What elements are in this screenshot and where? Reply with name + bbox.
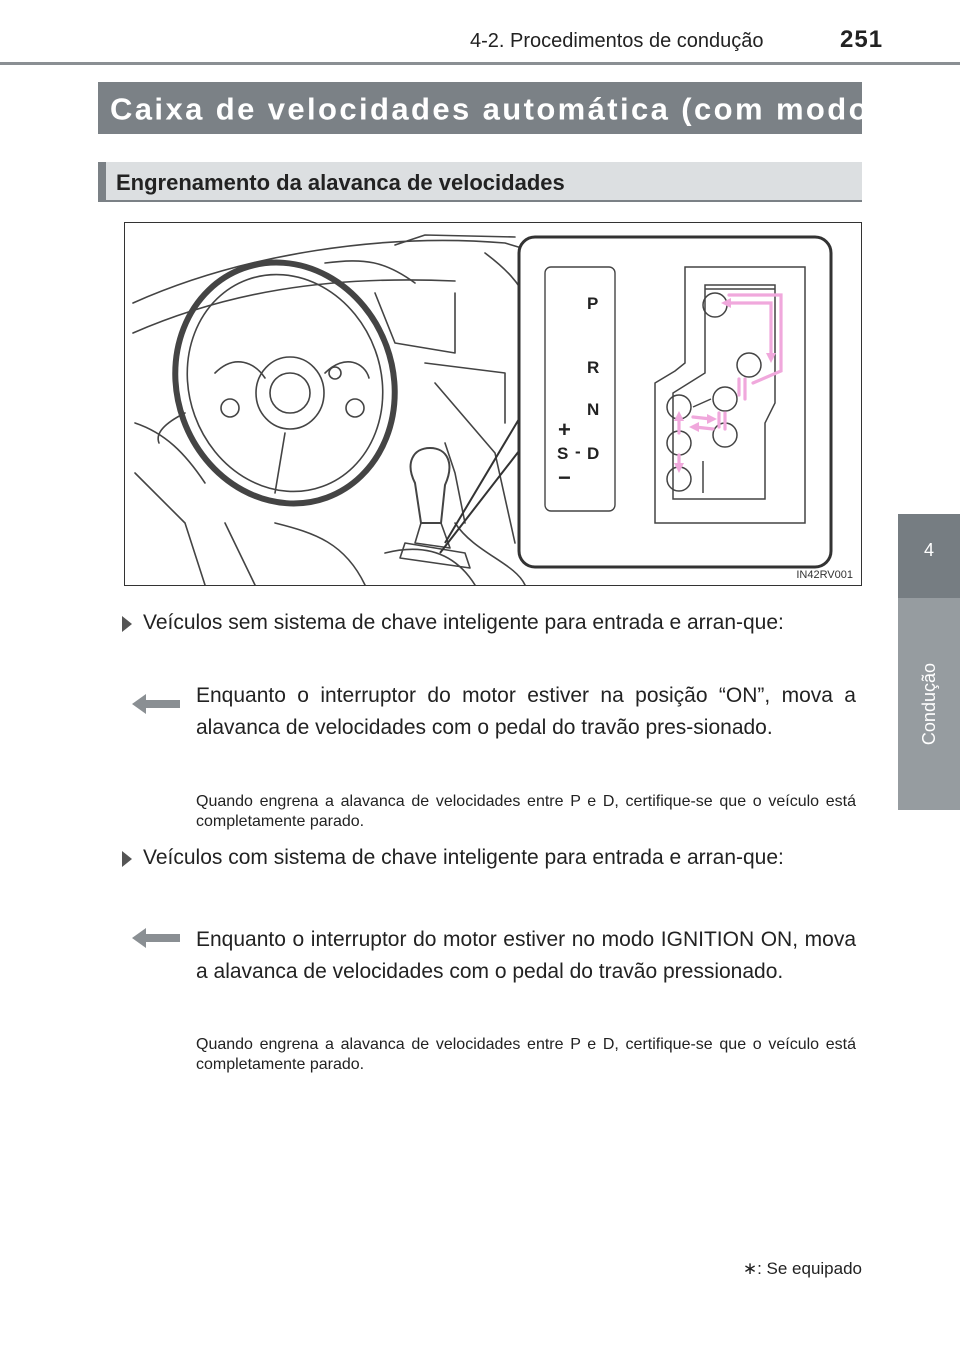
bullet-triangle-icon (122, 851, 132, 867)
chapter-label: Condução (918, 662, 939, 746)
note-text-1: Quando engrena a alavanca de velocidades entre P e D, certifique-se que o veículo está completamente parado. (196, 793, 856, 830)
gate-label-plus: + (558, 417, 571, 442)
shift-lever-illustration (124, 222, 862, 586)
chapter-label-wrap (898, 598, 960, 810)
figure-code: IN42RV001 (796, 569, 853, 581)
footnote (743, 1259, 862, 1279)
step-text-1: Enquanto o interruptor do motor estiver na posição “ON”, mova a alavanca de velocidades com o pedal do travão pres-sionado. (196, 684, 856, 739)
step-text-2: Enquanto o interruptor do motor estiver no modo IGNITION ON, mova a alavanca de velocidades com o pedal do travão pressionado. (196, 928, 856, 983)
section-title-wrap (110, 88, 938, 127)
section-title: Caixa de velocidades automática (com modo S) (110, 91, 917, 127)
gate-label-dash: - (575, 442, 581, 461)
gate-label-d: D (587, 444, 600, 463)
subsection-title: Engrenamento da alavanca de velocidades (116, 170, 565, 195)
equipped-mark: ∗ (916, 88, 938, 113)
chapter-number: 4 (923, 540, 934, 560)
gate-label-r: R (587, 358, 600, 377)
bullet-text-1: Veículos sem sistema de chave inteligente para entrada e arran-que: (143, 611, 784, 634)
step-arrow-icon (132, 694, 180, 714)
footnote-mark: ∗ (742, 1259, 758, 1278)
bullet-triangle-icon (122, 616, 132, 632)
header-title: 4-2. Procedimentos de condução (470, 30, 764, 52)
step-arrow-icon (132, 928, 180, 948)
gate-label-p: P (587, 294, 599, 313)
footnote-text: : Se equipado (757, 1259, 862, 1278)
note-text-2: Quando engrena a alavanca de velocidades entre P e D, certifique-se que o veículo está completamente parado. (196, 1036, 856, 1073)
gate-label-minus: − (558, 465, 571, 490)
header-rule (0, 62, 960, 65)
car-interior-drawing (133, 231, 533, 585)
gate-label-n: N (587, 400, 600, 419)
page-number: 251 (840, 26, 884, 53)
gate-indicator-panel (545, 267, 615, 511)
gate-label-s: S (557, 444, 569, 463)
subsection-accent (98, 162, 106, 202)
callout-lines (440, 419, 519, 553)
bullet-text-2: Veículos com sistema de chave inteligente para entrada e arran-que: (143, 846, 784, 869)
illustration-svg (125, 223, 861, 585)
